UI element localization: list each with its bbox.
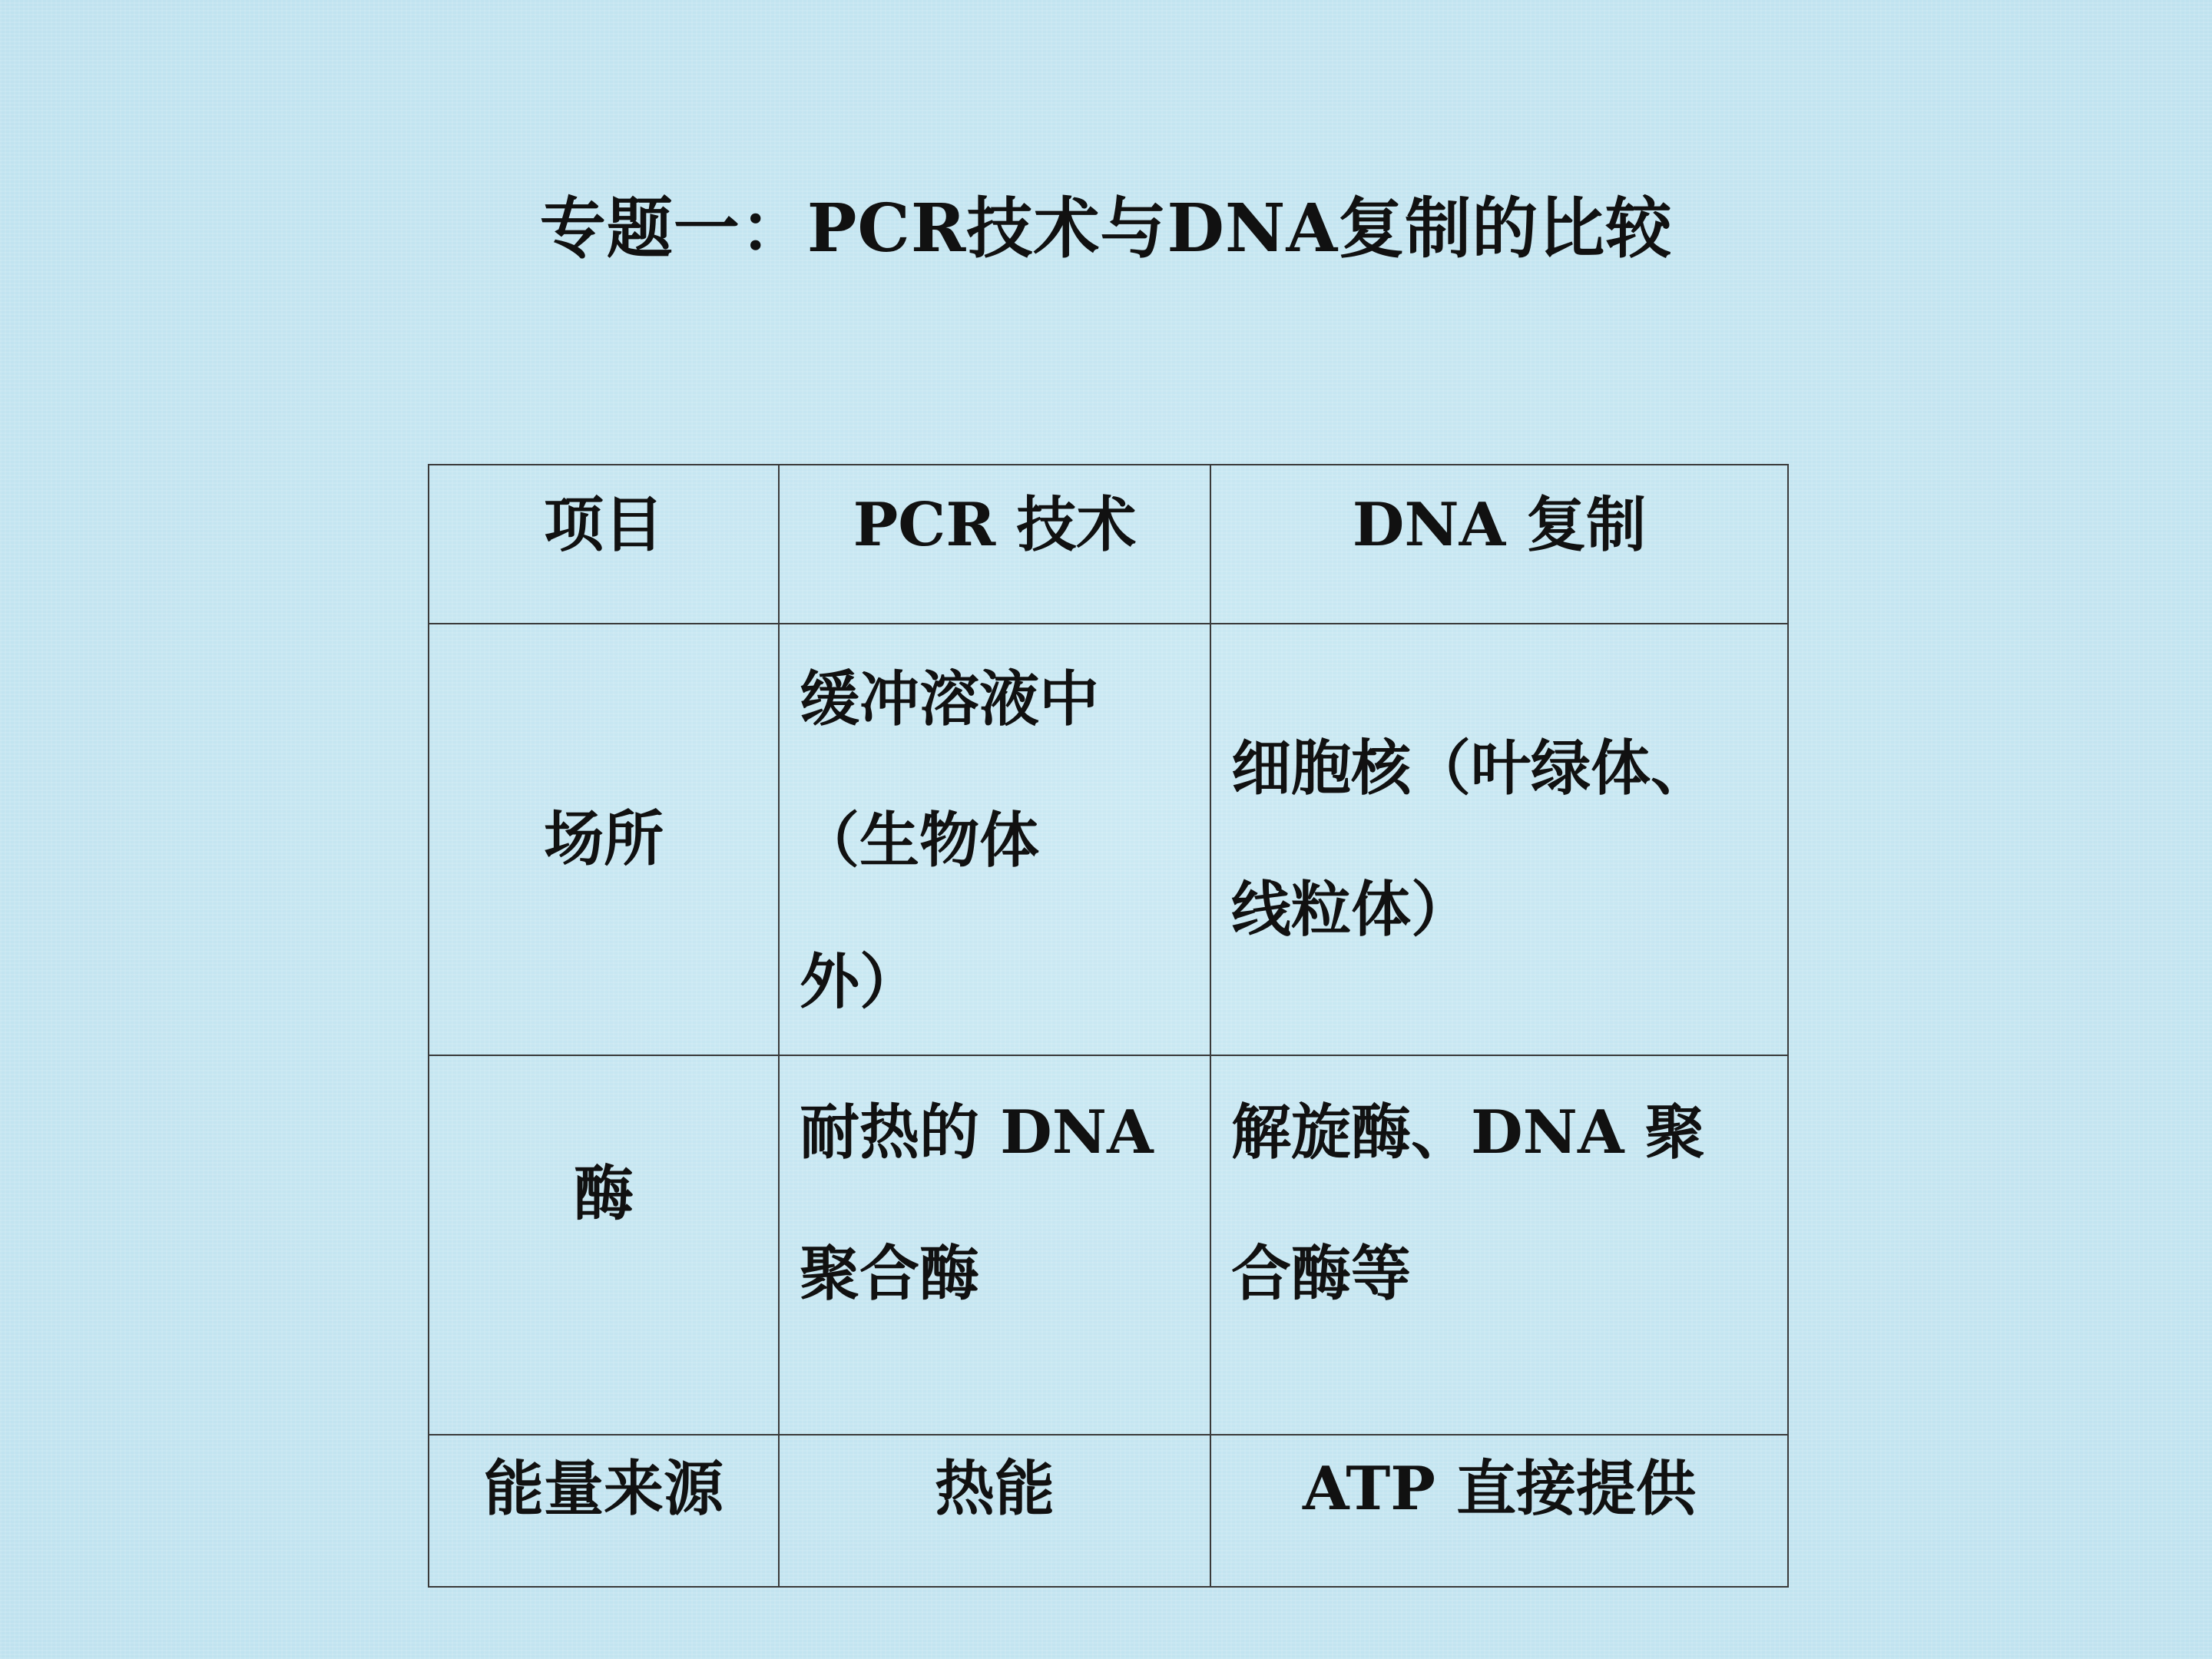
row-label-energy: 能量来源: [429, 1435, 779, 1587]
cell-line: 细胞核（叶绿体、: [1231, 733, 1711, 803]
cell-line: 线粒体）: [1231, 875, 1472, 945]
cell-line: 耐热的 DNA: [800, 1098, 1154, 1167]
header-item: 项目: [429, 465, 779, 624]
comparison-table: [428, 464, 1789, 1588]
table-row-energy: [429, 1435, 1788, 1587]
cell-dna-place: [1210, 624, 1788, 1055]
table-row-enzyme: [429, 1055, 1788, 1435]
cell-line: 解旋酶、DNA 聚: [1231, 1098, 1705, 1167]
slide-title: 专题一：PCR技术与DNA复制的比较: [539, 190, 1673, 267]
row-label-place: 场所: [429, 624, 779, 1055]
table-row-place: [429, 624, 1788, 1055]
row-label-enzyme: 酶: [429, 1055, 779, 1435]
cell-pcr-energy: 热能: [779, 1435, 1210, 1587]
cell-line: 聚合酶: [800, 1239, 980, 1309]
header-pcr: PCR 技术: [779, 465, 1210, 624]
cell-line: 合酶等: [1231, 1239, 1412, 1309]
cell-pcr-enzyme: [779, 1055, 1210, 1435]
header-dna: DNA 复制: [1210, 465, 1788, 624]
cell-line: 外）: [800, 947, 920, 1017]
cell-dna-enzyme: [1210, 1055, 1788, 1435]
table-header-row: [429, 465, 1788, 624]
cell-line: （生物体: [800, 806, 1040, 876]
cell-pcr-place: [779, 624, 1210, 1055]
cell-dna-energy: ATP 直接提供: [1210, 1435, 1788, 1587]
cell-line: 缓冲溶液中: [800, 664, 1100, 734]
